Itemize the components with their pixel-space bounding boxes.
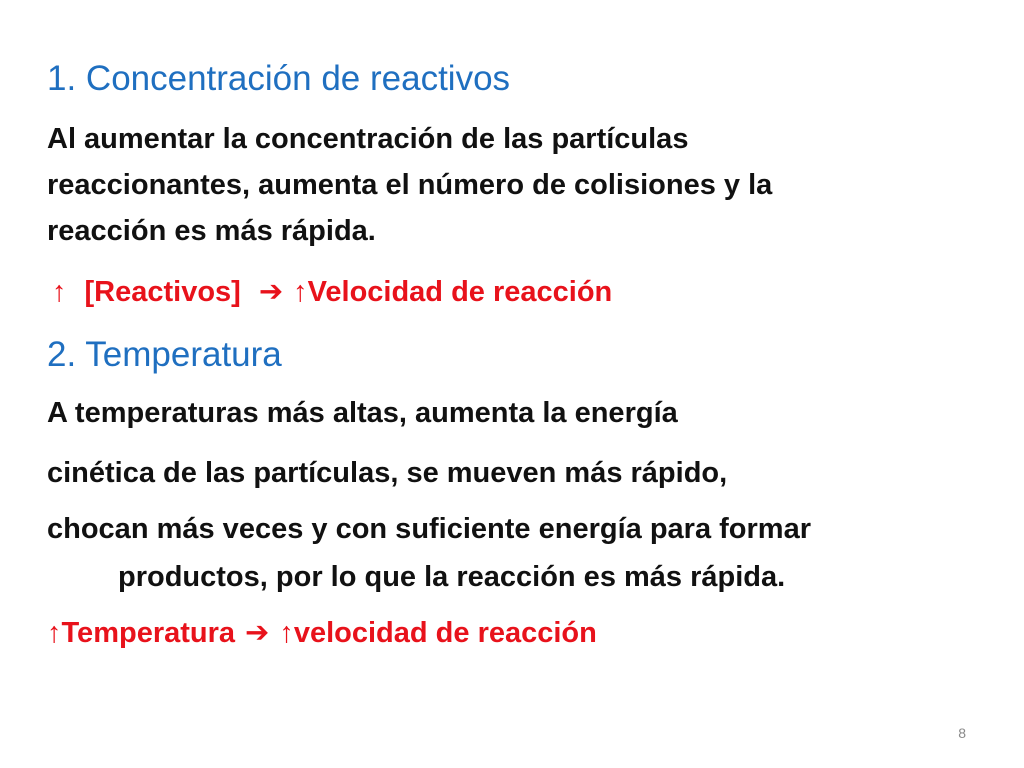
up-arrow-icon: ↑ <box>52 276 67 308</box>
section1-paragraph-line-2: reaccionantes, aumenta el número de colisiones y la <box>47 169 773 201</box>
section1-heading: 1. Concentración de reactivos <box>47 59 511 98</box>
right-arrow-icon: ➔ <box>258 276 284 308</box>
up-arrow-icon: ↑ <box>279 617 294 649</box>
section2-paragraph-line-1: A temperaturas más altas, aumenta la energía <box>47 397 678 429</box>
relation-cause: [Reactivos] <box>84 276 241 308</box>
section2-relation <box>47 616 597 651</box>
section2-paragraph-line-3: chocan más veces y con suficiente energía para formar <box>47 513 811 545</box>
up-arrow-icon: ↑ <box>293 276 308 308</box>
section1-relation <box>52 275 612 310</box>
relation-cause: Temperatura <box>61 617 236 649</box>
slide-number: 8 <box>958 725 966 741</box>
section2-paragraph-line-4: productos, por lo que la reacción es más rápida. <box>118 561 786 593</box>
section2-heading: 2. Temperatura <box>47 335 282 374</box>
section2-paragraph-line-2: cinética de las partículas, se mueven más rápido, <box>47 457 728 489</box>
relation-effect: Velocidad de reacción <box>307 276 613 308</box>
up-arrow-icon: ↑ <box>47 617 62 649</box>
section1-paragraph-line-1: Al aumentar la concentración de las partículas <box>47 123 689 155</box>
relation-effect: velocidad de reacción <box>293 617 597 649</box>
section1-paragraph-line-3: reacción es más rápida. <box>47 215 376 247</box>
right-arrow-icon: ➔ <box>245 617 270 649</box>
